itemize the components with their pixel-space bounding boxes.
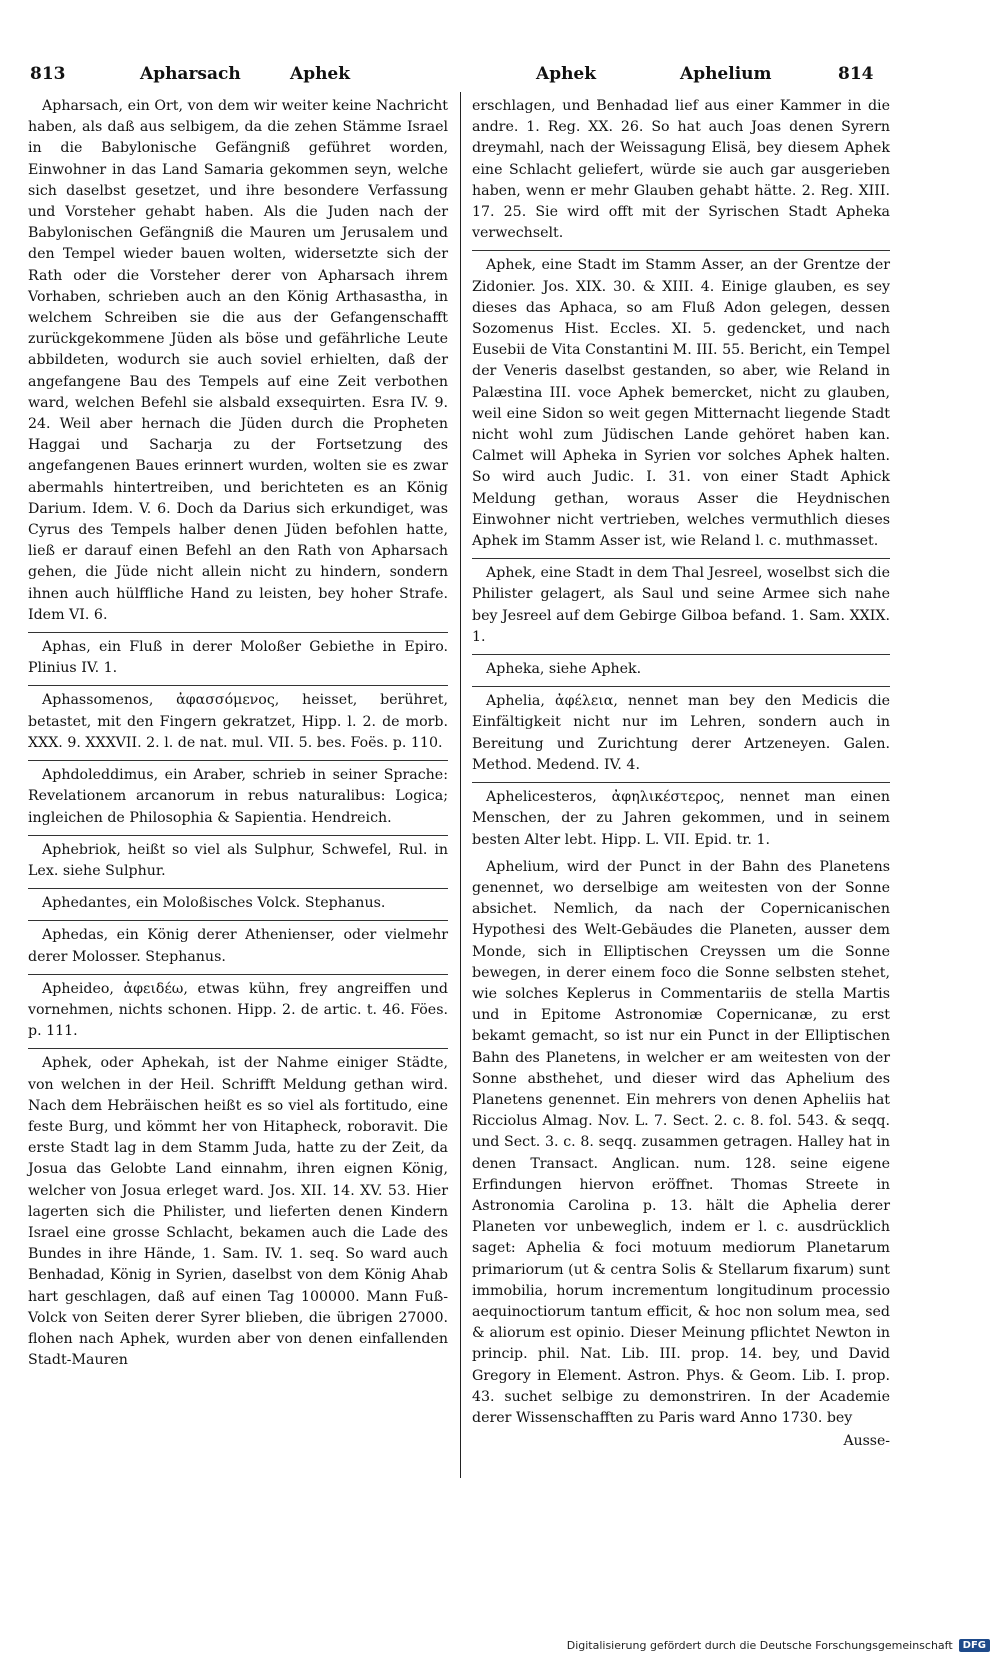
entry-apheka: Apheka, siehe Aphek.: [472, 654, 890, 680]
left-column: [28, 96, 448, 1377]
entry-aphassomenos: Aphassomenos, ἀφασσόμενος, heisset, berühret, betastet, mit den Fingern gekratzet, Hipp. l. 2. de morb. XXX. 9. XXXVII. 2. l. de nat. mul. VII. 5. bes. Foës. p. 110.: [28, 685, 448, 754]
entry-aphelia: Aphelia, ἀφέλεια, nennet man bey den Medicis die Einfältigkeit nicht nur im Lehren, sondern auch in Bereitung und Zurichtung derer Artzeneyen. Galen. Method. Medend. IV. 4.: [472, 686, 890, 776]
entry-apheideo: Apheideo, ἀφειδέω, etwas kühn, frey angreiffen und vornehmen, nichts schonen. Hipp. 2. de artic. t. 46. Föes. p. 111.: [28, 974, 448, 1043]
column-divider: [460, 92, 461, 1478]
entry-aphek-asser: Aphek, eine Stadt im Stamm Asser, an der Grentze der Zidonier. Jos. XIX. 30. & XIII. 4. Einige glauben, es sey dieses das Aphaca, so am Fluß Adon gelegen, dessen Sozomenus Hist. Eccles. XI. 5. gedencket, und nach Eusebii de Vita Constantini M. III. 55. Bericht, ein Tempel der Veneris daselbst gestanden, so aber, wie Reland in Palæstina III. voce Aphek bemercket, nicht zu glauben, weil eine Sidon so weit gegen Mitternacht liegende Stadt nicht wohl zum Jüdischen Lande gehöret haben kan. Calmet will Apheka in Syrien vor solches Aphek halten. So wird auch Judic. I. 31. von einer Stadt Aphick Meldung gethan, woraus Asser die Heydnischen Einwohner nicht vertrieben, welches vermuthlich dieses Aphek im Stamm Asser ist, wie Reland l. c. muthmasset.: [472, 250, 890, 552]
entry-aphedantes: Aphedantes, ein Moloßisches Volck. Stephanus.: [28, 888, 448, 914]
right-headword-1: Aphek: [536, 64, 597, 84]
entry-aphedas: Aphedas, ein König derer Athenienser, oder vielmehr derer Molosser. Stephanus.: [28, 920, 448, 967]
entry-aphek-continued: erschlagen, und Benhadad lief aus einer Kammer in die andre. 1. Reg. XX. 26. So hat auch Joas denen Syrern dreymahl, nach der Weissagung Elisä, bey diesem Aphek eine Schlacht geliefert, würde sie auch gar ausgerieben haben, wenn er mehr Glauben gehabt hätte. 2. Reg. XIII. 17. 25. Sie wird offt mit der Syrischen Stadt Apheka verwechselt.: [472, 98, 890, 242]
entry-aphebriok: Aphebriok, heißt so viel als Sulphur, Schwefel, Rul. in Lex. siehe Sulphur.: [28, 835, 448, 882]
digitization-footer: [567, 1636, 990, 1654]
right-column: [472, 96, 890, 1452]
entry-aphelicesteros: Aphelicesteros, ἀφηλικέστερος, nennet man einen Menschen, der zu Jahren gekommen, und in seinem besten Alter lebt. Hipp. L. VII. Epid. tr. 1.: [472, 782, 890, 851]
left-page-number: 813: [30, 64, 66, 84]
right-headword-2: Aphelium: [680, 64, 772, 84]
right-page-number: 814: [838, 64, 874, 84]
entry-aphdoleddimus: Aphdoleddimus, ein Araber, schrieb in seiner Sprache: Revelationem arcanorum in rebus naturalibus: Logica; ingleichen de Philosophia & Sapientia. Hendreich.: [28, 760, 448, 829]
entry-apharsach: Apharsach, ein Ort, von dem wir weiter keine Nachricht haben, als daß aus selbigem, da die zehen Stämme Israel in die Babylonische Gefängniß geführet worden, Einwohner in das Land Samaria gekommen seyn, welche sich daselbst gesetzet, und ihre besondere Verfassung und Vorsteher gehabt haben. Als die Juden nach der Babylonischen Gefängniß die Mauren um Jerusalem und den Tempel wieder bauen wolten, widersetzte sich der Rath oder die Vorsteher derer von Apharsach ihrem Vorhaben, schrieben auch an den König Arthasastha, in welchem Schreiben sie die aus der Gefangenschafft zurückgekommene Jüden als böse und gefährliche Leute abbildeten, wodurch sie auch soviel erhielten, daß der angefangene Bau des Tempels auf eine Zeit verbothen ward, welchen Befehl sie alsbald exsequirten. Esra IV. 9. 24. Weil aber hernach die Jüden durch die Propheten Haggai und Sacharja zu der Fortsetzung des angefangenen Baues erinnert wurden, wolten sie es zwar abermahls hintertreiben, und berichteten es an König Darium. Idem. V. 6. Doch da Darius sich erkundiget, was Cyrus des Tempels halber denen Jüden befohlen hatte, ließ er darauf einen Befehl an den Rath von Apharsach gehen, die Jüde nicht allein nicht zu hindern, sondern ihnen auch hülffliche Hand zu leisten, bey hoher Strafe. Idem VI. 6.: [28, 98, 448, 623]
dfg-logo: DFG: [959, 1639, 990, 1652]
running-header: [28, 60, 894, 88]
catchword: Ausse-: [843, 1433, 890, 1450]
scanned-page: [28, 60, 894, 1550]
footer-text: Digitalisierung gefördert durch die Deutsche Forschungsgemeinschaft: [566, 1638, 953, 1652]
entry-aphas: Aphas, ein Fluß in derer Moloßer Gebiethe in Epiro. Plinius IV. 1.: [28, 632, 448, 679]
entry-aphelium: Aphelium, wird der Punct in der Bahn des Planetens genennet, wo derselbige am weitesten von der Sonne absichet. Nemlich, da nach der Copernicanischen Hypothesi des Welt-Gebäudes die Planeten, ausser dem Monde, sich in Elliptischen Creyssen um die Sonne bewegen, in derer einem foco die Sonne selbsten stehet, wie solches Keplerus in Commentariis de stella Martis und in Epitome Astronomiæ Copernicanæ, zu erst bekamt gemacht, so ist nur ein Punct in der Elliptischen Bahn des Planetens, in welcher er am weitesten von der Sonne absthehet, und dieser wird das Aphelium des Planetens genennet. Ein mehrers von denen Apheliis hat Ricciolus Almag. Nov. L. 7. Sect. 2. c. 8. fol. 543. & seqq. und Sect. 3. c. 8. seqq. zusammen getragen. Halley hat in denen Transact. Anglican. num. 128. seine eigene Erfindungen hiervon eröffnet. Thomas Streete in Astronomia Carolina p. 13. hält die Aphelia derer Planeten vor unbeweglich, indem er l. c. ausdrücklich saget: Aphelia & foci motuum mediorum Planetarum primariorum (ut & centra Solis & Stellarum fixarum) sunt immobilia, horum incrementum longitudinum processio aequinoctiorum tantum efficit, & hoc non solum mea, sed & aliorum est opinio. Dieser Meinung pflichtet Newton in princip. phil. Nat. Lib. III. prop. 14. bey, und David Gregory in Element. Astron. Phys. & Geom. Lib. I. prop. 43. suchet selbige zu demonstriren. In der Academie derer Wissenschafften zu Paris ward Anno 1730. bey: [472, 858, 890, 1426]
entry-aphek-oder-aphekah: Aphek, oder Aphekah, ist der Nahme einiger Städte, von welchen in der Heil. Schrifft Meldung gethan wird. Nach dem Hebräischen heißt es so viel als fortitudo, eine feste Burg, und kömmt her von Hitapheck, roboravit. Die erste Stadt lag in dem Stamm Juda, hatte zu der Zeit, da Josua das Gelobte Land einnahm, ihren eignen König, welcher von Josua erleget ward. Jos. XII. 14. XV. 53. Hier lagerten sich die Philister, und lieferten denen Kindern Israel eine grosse Schlacht, bekamen auch die Lade des Bundes in ihre Hände, 1. Sam. IV. 1. seq. So ward auch Benhadad, König in Syrien, daselbst von dem König Ahab hart geschlagen, daß auf einen Tag 100000. Mann Fuß-Volck von Seiten derer Syrer blieben, die übrigen 27000. flohen nach Aphek, wurden aber von denen einfallenden Stadt-Mauren: [28, 1048, 448, 1371]
left-headword-2: Aphek: [290, 64, 351, 84]
left-headword-1: Apharsach: [140, 64, 241, 84]
entry-aphek-jesreel: Aphek, eine Stadt in dem Thal Jesreel, woselbst sich die Philister gelagert, als Saul und seine Armee sich nahe bey Jesreel auf dem Gebirge Gilboa befand. 1. Sam. XXIX. 1.: [472, 558, 890, 648]
